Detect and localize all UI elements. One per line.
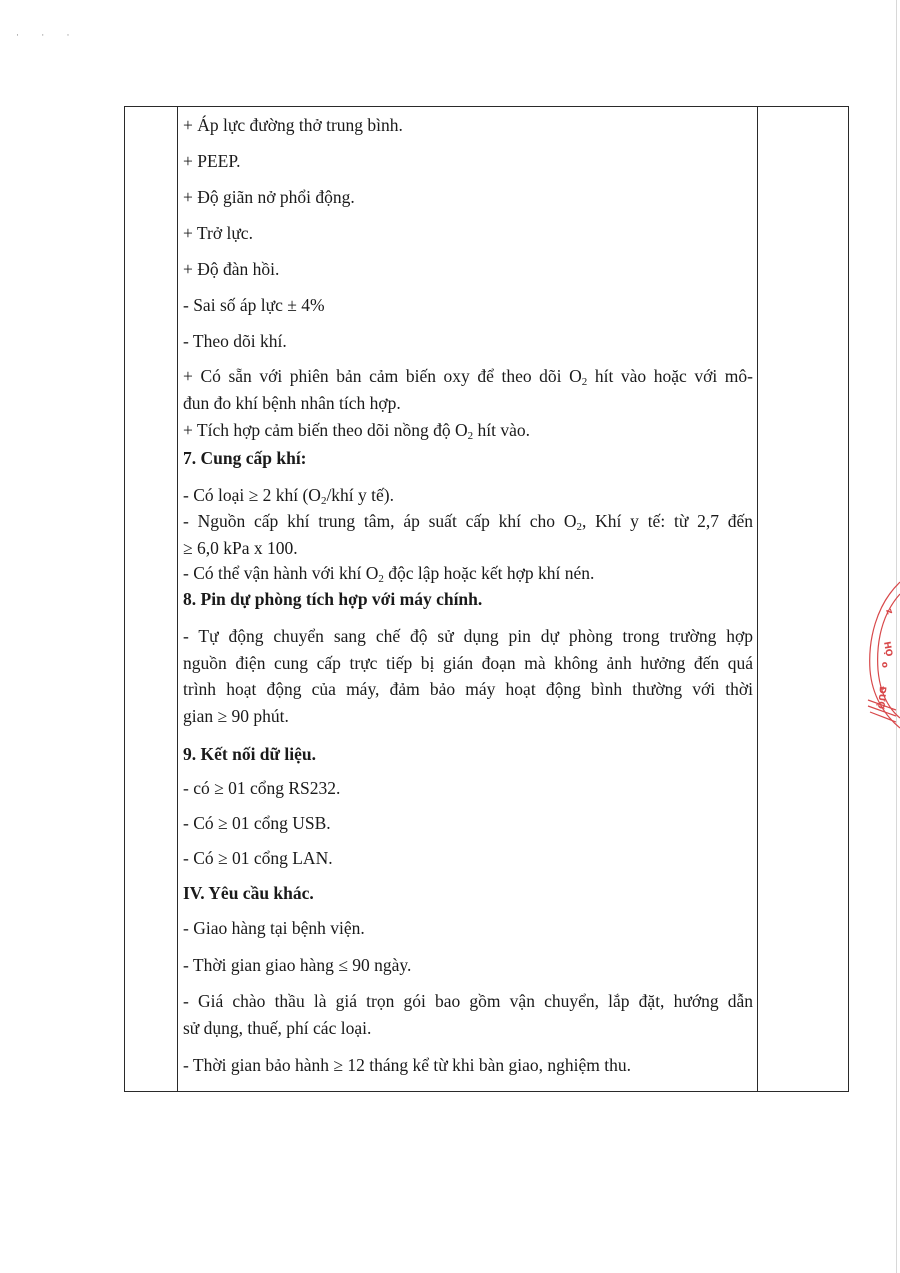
spec-line: - Có thể vận hành với khí $O_2$ độc lập hoặc kết hợp khí nén. — [183, 563, 595, 585]
spec-line: + Tích hợp cảm biến theo dõi nồng độ $O_2$ hít vào. — [183, 420, 531, 442]
spec-line: - Tự động chuyển sang chế độ sử dụng pin dự phòng trong trường hợp — [183, 626, 753, 646]
table-column-divider-right — [757, 106, 758, 1092]
spec-line: đun đo khí bệnh nhân tích hợp. — [183, 393, 401, 413]
spec-line: - Thời gian giao hàng ≤ 90 ngày. — [183, 955, 412, 975]
spec-line: nguồn điện cung cấp trực tiếp bị gián đoạn mà không ảnh hưởng đến quá — [183, 653, 753, 673]
spec-line: - Giao hàng tại bệnh viện. — [183, 918, 365, 938]
spec-line: trình hoạt động của máy, đảm bảo máy hoạt động bình thường với thời — [183, 679, 753, 699]
svg-text:o: o — [879, 661, 890, 669]
spec-line: - có ≥ 01 cổng RS232. — [183, 778, 341, 798]
spec-line: - Có ≥ 01 cổng LAN. — [183, 848, 333, 868]
spec-line: - Giá chào thầu là giá trọn gói bao gồm vận chuyển, lắp đặt, hướng dẫn — [183, 991, 753, 1011]
section-heading: 8. Pin dự phòng tích hợp với máy chính. — [183, 589, 483, 609]
spec-line: - Sai số áp lực ± 4% — [183, 295, 325, 315]
spec-line: sử dụng, thuế, phí các loại. — [183, 1018, 372, 1038]
spec-line: - Theo dõi khí. — [183, 331, 287, 351]
red-seal-stamp — [866, 580, 900, 730]
section-heading: IV. Yêu cầu khác. — [183, 883, 314, 903]
svg-text:ĐƯỢ: ĐƯỢ — [875, 685, 887, 710]
svg-text:z: z — [883, 607, 895, 616]
spec-line: - Có loại ≥ 2 khí ($O_2$/khí y tế). — [183, 485, 394, 507]
section-heading: 7. Cung cấp khí: — [183, 448, 307, 468]
spec-line: + Có sẵn với phiên bản cảm biến oxy để theo dõi $O_2$ hít vào hoặc với mô- — [183, 366, 753, 388]
svg-text:HỌ: HỌ — [881, 640, 894, 658]
section-heading: 9. Kết nối dữ liệu. — [183, 744, 317, 764]
table-column-divider-left — [177, 106, 178, 1092]
spec-line: + Độ giãn nở phổi động. — [183, 187, 355, 207]
spec-line: ≥ 6,0 kPa x 100. — [183, 538, 298, 558]
spec-line: + Áp lực đường thở trung bình. — [183, 115, 403, 135]
spec-line: - Thời gian bảo hành ≥ 12 tháng kể từ khi bàn giao, nghiệm thu. — [183, 1055, 631, 1075]
spec-line: - Có ≥ 01 cổng USB. — [183, 813, 331, 833]
spec-line: gian ≥ 90 phút. — [183, 706, 289, 726]
scan-marks: · · · — [16, 30, 80, 40]
spec-line: + PEEP. — [183, 151, 241, 171]
spec-line: + Trở lực. — [183, 223, 253, 243]
spec-line: + Độ đàn hồi. — [183, 259, 280, 279]
spec-line: - Nguồn cấp khí trung tâm, áp suất cấp khí cho $O_2$, Khí y tế: từ 2,7 đến — [183, 511, 754, 533]
